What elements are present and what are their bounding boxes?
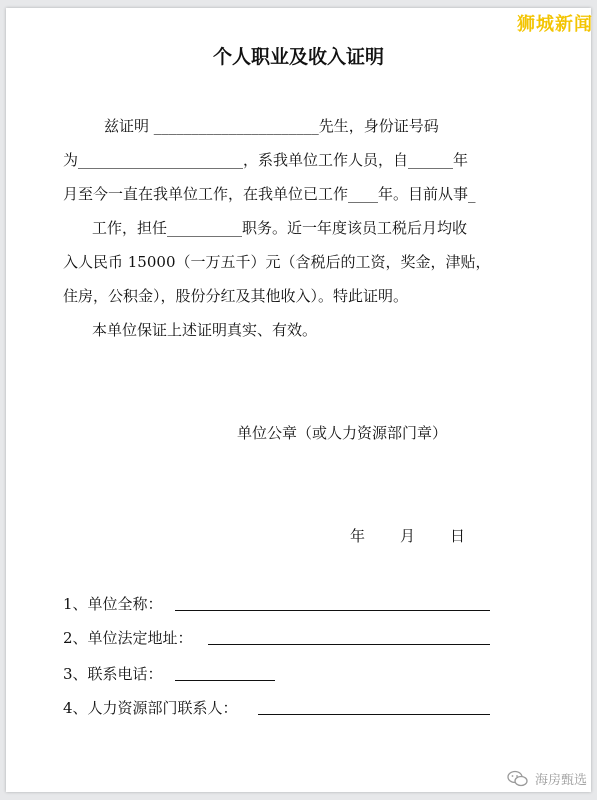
wechat-icon — [507, 770, 529, 788]
company-seal-label: 单位公章（或人力资源部门章） — [237, 424, 448, 442]
date-day: 日 — [450, 527, 466, 545]
body-line-2: 为______________________，系我单位工作人员，自______年 — [63, 151, 469, 169]
field-phone — [63, 663, 163, 684]
document-title: 个人职业及收入证明 — [212, 46, 384, 68]
date-year: 年 — [350, 527, 366, 545]
wechat-account-name: 海房甄选 — [534, 773, 587, 788]
field-hr-contact-label: 4、人力资源部门联系人： — [63, 699, 238, 717]
body-line-1: 兹证明 ______________________先生，身份证号码 — [104, 117, 439, 135]
date-month: 月 — [400, 527, 416, 545]
field-hr-contact-blank[interactable] — [258, 714, 490, 715]
field-company-name-blank[interactable] — [175, 610, 490, 611]
body-line-7: 本单位保证上述证明真实、有效。 — [92, 321, 318, 339]
field-company-address — [63, 627, 193, 648]
field-hr-contact — [63, 697, 238, 718]
field-company-address-blank[interactable] — [208, 644, 490, 645]
body-line-4: 工作，担任__________职务。近一年度该员工税后月均收 — [92, 219, 468, 237]
body-line-5: 入人民币 15000（一万五千）元（含税后的工资，奖金，津贴， — [63, 253, 491, 271]
field-company-name-label: 1、单位全称： — [63, 595, 163, 613]
body-line-3: 月至今一直在我单位工作，在我单位已工作____年。目前从事_ — [63, 185, 476, 203]
field-phone-blank[interactable] — [175, 680, 275, 681]
wechat-watermark — [507, 769, 587, 788]
field-company-name — [63, 593, 163, 614]
body-line-6: 住房，公积金），股份分红及其他收入）。特此证明。 — [63, 287, 409, 305]
field-company-address-label: 2、单位法定地址： — [63, 629, 193, 647]
field-phone-label: 3、联系电话： — [63, 665, 163, 683]
site-watermark: 狮城新闻 — [517, 14, 593, 35]
